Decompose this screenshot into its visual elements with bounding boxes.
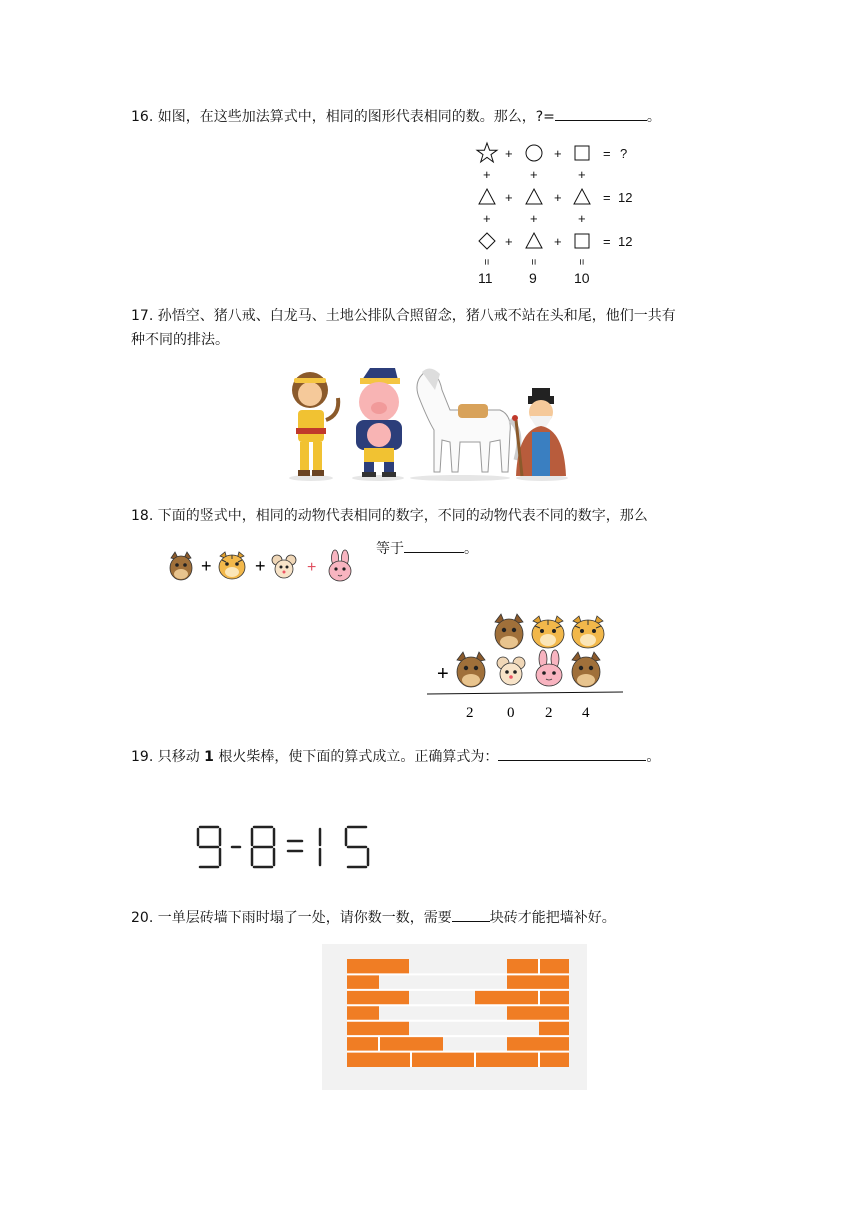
journey-west-characters bbox=[280, 360, 590, 485]
plus-sign: + bbox=[554, 146, 562, 161]
tiger-face-icon bbox=[219, 552, 245, 579]
plus-sign: + bbox=[578, 211, 586, 226]
mouse-face-icon bbox=[272, 555, 296, 578]
brick-segment bbox=[347, 1052, 569, 1067]
question-text-line1: 孙悟空、猪八戒、白龙马、土地公排队合照留念，猪八戒不站在头和尾，他们一共有 bbox=[157, 308, 676, 324]
question-19: 19. 只移动 1 根火柴棒，使下面的算式成立。正确算式为： 。 bbox=[131, 746, 660, 768]
question-18-tail: 等于 。 bbox=[376, 538, 478, 560]
rabbit-face-icon bbox=[536, 650, 562, 686]
brick-segment bbox=[475, 990, 569, 1005]
zhu-bajie-figure bbox=[352, 368, 404, 481]
brick-segment bbox=[347, 959, 409, 974]
square-icon bbox=[575, 146, 589, 160]
shape-addition-puzzle bbox=[470, 140, 650, 290]
plus-sign: + bbox=[201, 556, 212, 576]
star-icon bbox=[477, 143, 497, 162]
triangle-icon bbox=[526, 233, 542, 248]
tiger-face-icon bbox=[572, 616, 604, 648]
answer-blank[interactable] bbox=[404, 538, 464, 553]
brick-segment bbox=[347, 974, 379, 989]
brick-segment bbox=[507, 1036, 569, 1051]
brick-wall-figure bbox=[322, 944, 587, 1090]
question-text: 如图，在这些加法算式中，相同的图形代表相同的数。那么，?= bbox=[157, 109, 555, 125]
puzzle-shapes bbox=[470, 140, 650, 290]
brick-segment bbox=[347, 1021, 409, 1036]
square-icon bbox=[575, 234, 589, 248]
equals-sign: = bbox=[603, 190, 611, 205]
matchstick-digit-9 bbox=[198, 827, 220, 867]
equals-sign: = bbox=[603, 234, 611, 249]
triangle-icon bbox=[479, 189, 495, 204]
plus-sign: + bbox=[554, 234, 562, 249]
triangle-icon bbox=[526, 189, 542, 204]
question-16: 16. 如图，在这些加法算式中，相同的图形代表相同的数。那么，?= 。 bbox=[131, 106, 661, 128]
result-digit: 4 bbox=[582, 705, 590, 721]
sun-wukong-figure bbox=[289, 372, 338, 481]
donkey-face-icon bbox=[495, 614, 523, 649]
answer-blank[interactable] bbox=[555, 106, 647, 121]
matchstick-digit-5 bbox=[346, 827, 368, 867]
circle-icon bbox=[526, 145, 542, 161]
plus-sign: + bbox=[483, 167, 491, 182]
mouse-face-icon bbox=[497, 657, 525, 685]
donkey-face-icon bbox=[457, 652, 485, 687]
equals-sign: = bbox=[480, 258, 493, 266]
plus-sign: + bbox=[554, 190, 562, 205]
unknown-sum: ? bbox=[620, 146, 628, 161]
result-digit: 2 bbox=[545, 705, 553, 721]
brick-segment bbox=[347, 1036, 443, 1051]
plus-sign: + bbox=[530, 211, 538, 226]
plus-sign: + bbox=[505, 234, 513, 249]
question-18 bbox=[131, 505, 648, 527]
sum-line bbox=[427, 692, 623, 694]
brick-segment bbox=[539, 1021, 569, 1036]
column-sum: 9 bbox=[529, 270, 537, 286]
matchstick-digit-8 bbox=[252, 827, 274, 867]
answer-blank[interactable] bbox=[452, 907, 490, 922]
donkey-face-icon bbox=[170, 552, 192, 580]
addition-sign: + bbox=[437, 663, 449, 685]
plus-sign: + bbox=[505, 146, 513, 161]
question-text: 下面的竖式中，相同的动物代表相同的数字，不同的动物代表不同的数字，那么 bbox=[157, 508, 648, 524]
column-sum: 11 bbox=[478, 270, 493, 286]
brick-segment bbox=[507, 1005, 569, 1020]
question-17-line2: 种不同的排法。 bbox=[131, 332, 229, 348]
plus-sign: + bbox=[505, 190, 513, 205]
question-17 bbox=[131, 305, 676, 327]
tiger-face-icon bbox=[532, 616, 564, 648]
rabbit-face-icon bbox=[329, 550, 351, 581]
plus-sign: + bbox=[578, 167, 586, 182]
question-number: 16. bbox=[131, 109, 154, 125]
answer-blank[interactable] bbox=[498, 746, 646, 761]
brick-segment bbox=[347, 1005, 379, 1020]
triangle-icon bbox=[574, 189, 590, 204]
column-sum: 10 bbox=[574, 270, 590, 286]
question-number: 17. bbox=[131, 308, 154, 324]
vertical-addition-puzzle bbox=[425, 612, 630, 724]
brick-wall bbox=[322, 944, 587, 1090]
equals-sign: = bbox=[527, 258, 540, 266]
matchstick-equals bbox=[288, 841, 302, 851]
brick-segment bbox=[347, 990, 409, 1005]
diamond-icon bbox=[479, 233, 495, 249]
question-20: 20. 一单层砖墙下雨时塌了一处，请你数一数，需要 块砖才能把墙补好。 bbox=[131, 907, 616, 929]
result-digit: 2 bbox=[466, 705, 474, 721]
plus-sign: + bbox=[255, 556, 266, 576]
plus-sign: + bbox=[530, 167, 538, 182]
equals-sign: = bbox=[603, 146, 611, 161]
plus-sign: + bbox=[307, 559, 317, 576]
row-sum: 12 bbox=[618, 234, 633, 249]
question-number: 19. bbox=[131, 749, 154, 765]
white-horse-figure bbox=[410, 368, 519, 481]
result-digit: 0 bbox=[507, 705, 515, 721]
question-number: 18. bbox=[131, 508, 154, 524]
matchstick-equation bbox=[190, 823, 400, 875]
donkey-face-icon bbox=[572, 652, 600, 687]
animal-expression bbox=[165, 548, 360, 586]
brick-segment bbox=[507, 974, 569, 989]
row-sum: 12 bbox=[618, 190, 633, 205]
equals-sign: = bbox=[575, 258, 588, 266]
question-number: 20. bbox=[131, 910, 154, 926]
plus-sign: + bbox=[483, 211, 491, 226]
